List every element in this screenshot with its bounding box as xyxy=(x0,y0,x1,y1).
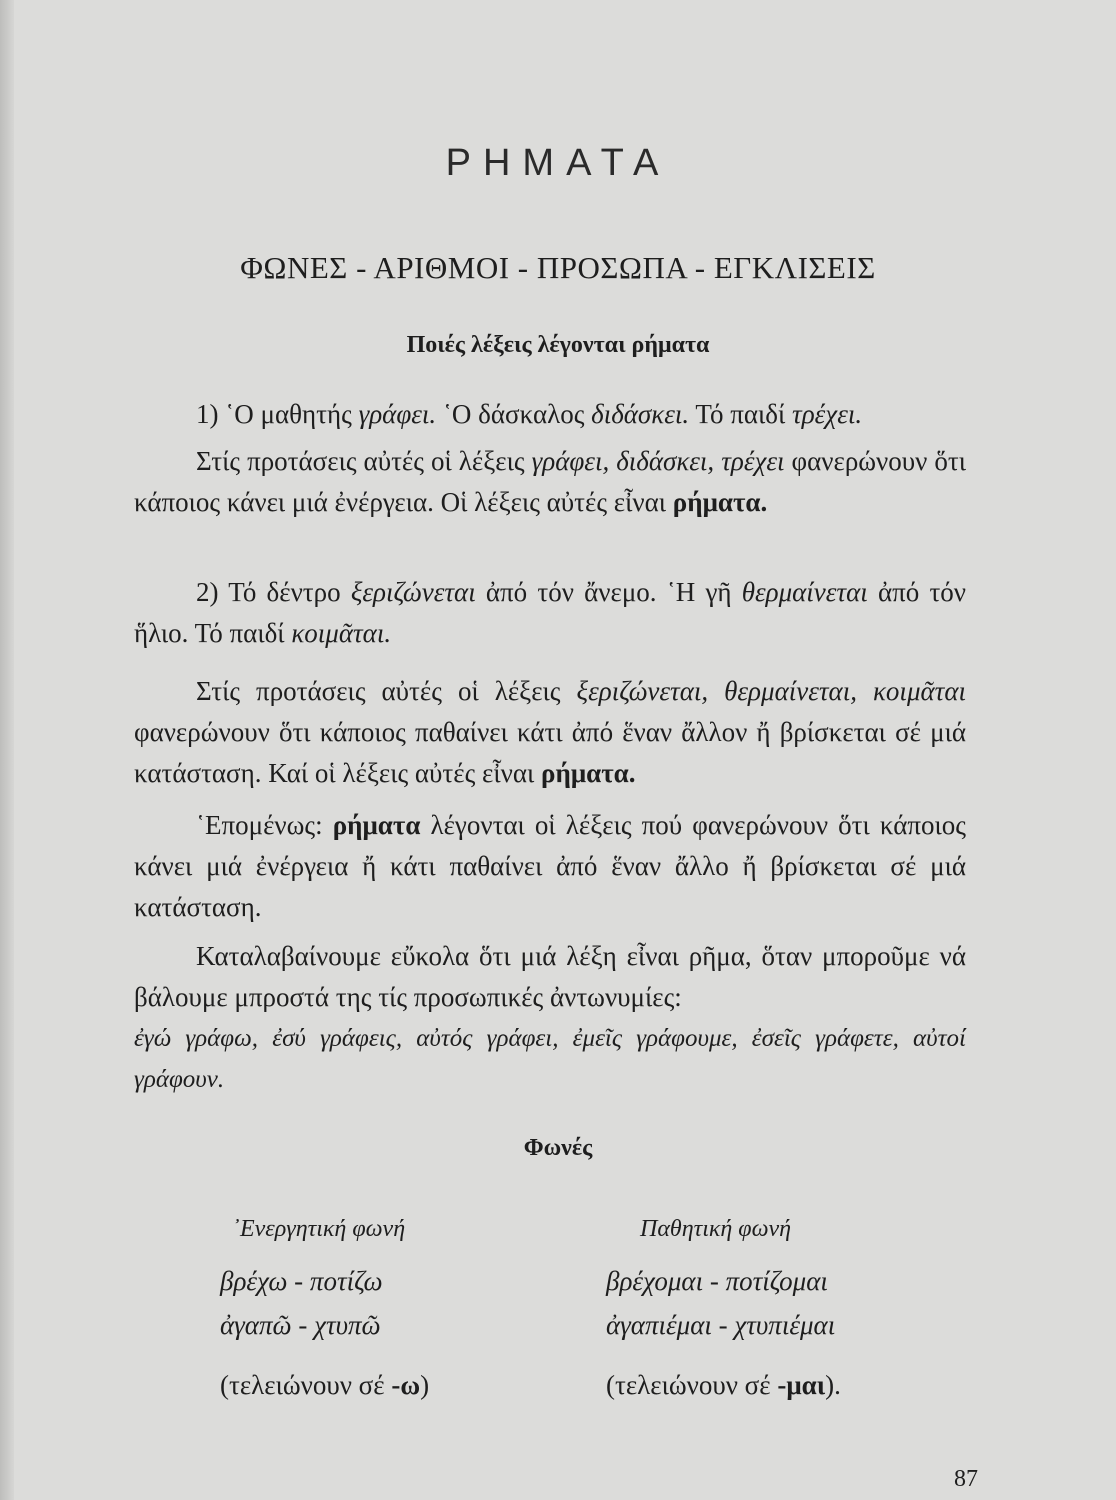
page-number: 87 xyxy=(954,1466,978,1492)
active-ending: (τελειώνουν σέ -ω) xyxy=(220,1370,430,1400)
section-heading-voices: Φωνές xyxy=(523,1135,593,1161)
passive-voice-heading: Παθητική φωνή xyxy=(640,1216,792,1242)
paragraph-pronoun-test: Καταλαβαίνουμε εὔκολα ὅτι μιά λέξη εἶναι ρῆμα, ὅταν μπορoῦμε νά βάλουμε μπροστά της τίς προσωπικές ἀντωνυμίες: xyxy=(134,941,966,1012)
page-binding-edge xyxy=(0,0,14,1500)
passive-ending: (τελειώνουν σέ -μαι). xyxy=(606,1370,841,1400)
passive-example-1: βρέχομαι - ποτίζομαι xyxy=(606,1266,828,1296)
paragraph-example-1: 1) ῾Ο μαθητής γράφει. ῾Ο δάσκαλος διδάσκει. Τό παιδί τρέχει. xyxy=(196,399,863,429)
passive-example-2: ἀγαπιέμαι - χτυπιέμαι xyxy=(606,1310,836,1340)
active-example-2: ἀγαπῶ - χτυπῶ xyxy=(220,1310,381,1340)
section-heading-what-are-verbs: Ποιές λέξεις λέγονται ρήματα xyxy=(406,332,710,358)
paragraph-explanation-2: Στίς προτάσεις αὐτές οἱ λέξεις ξεριζώνεται, θερμαίνεται, κοιμᾶται φανερώνουν ὅτι κάποιος παθαίνει κάτι ἀπό ἕναν ἄλλον ἤ βρίσκεται σέ μιά κατάσταση. Καί οἱ λέξεις αὐτές εἶναι ρήματα. xyxy=(134,676,967,788)
page-subtitle: ΦΩΝΕΣ - ΑΡΙΘΜΟΙ - ΠΡΟΣΩΠΑ - ΕΓΚΛΙΣΕΙΣ xyxy=(240,250,876,285)
paragraph-example-2: 2) Τό δέντρο ξεριζώνεται ἀπό τόν ἄνεμο. ῾Η γῆ θερμαίνεται ἀπό τόν ἥλιο. Τό παιδί κοιμᾶται. xyxy=(134,577,967,648)
pronoun-examples: ἐγώ γράφω, ἐσύ γράφεις, αὐτός γράφει, ἐμεῖς γράφουμε, ἐσεῖς γράφετε, αὐτοί γράφουν. xyxy=(134,1025,966,1093)
active-voice-heading: ᾿Ενεργητική φωνή xyxy=(232,1216,406,1242)
active-example-1: βρέχω - ποτίζω xyxy=(220,1266,383,1296)
paragraph-definition: ῾Επομένως: ρήματα λέγονται οἱ λέξεις πού φανερώνουν ὅτι κάποιος κάνει μιά ἐνέργεια ἤ κάτι παθαίνει ἀπό ἕναν ἄλλο ἤ βρίσκεται σέ μιά κατάσταση. xyxy=(134,810,967,922)
page-title: ΡΗΜΑΤΑ xyxy=(445,142,671,184)
paragraph-explanation-1: Στίς προτάσεις αὐτές οἱ λέξεις γράφει, διδάσκει, τρέχει φανερώνουν ὅτι κάποιος κάνει μιά ἐνέργεια. Οἱ λέξεις αὐτές εἶναι ρήματα. xyxy=(134,446,966,517)
